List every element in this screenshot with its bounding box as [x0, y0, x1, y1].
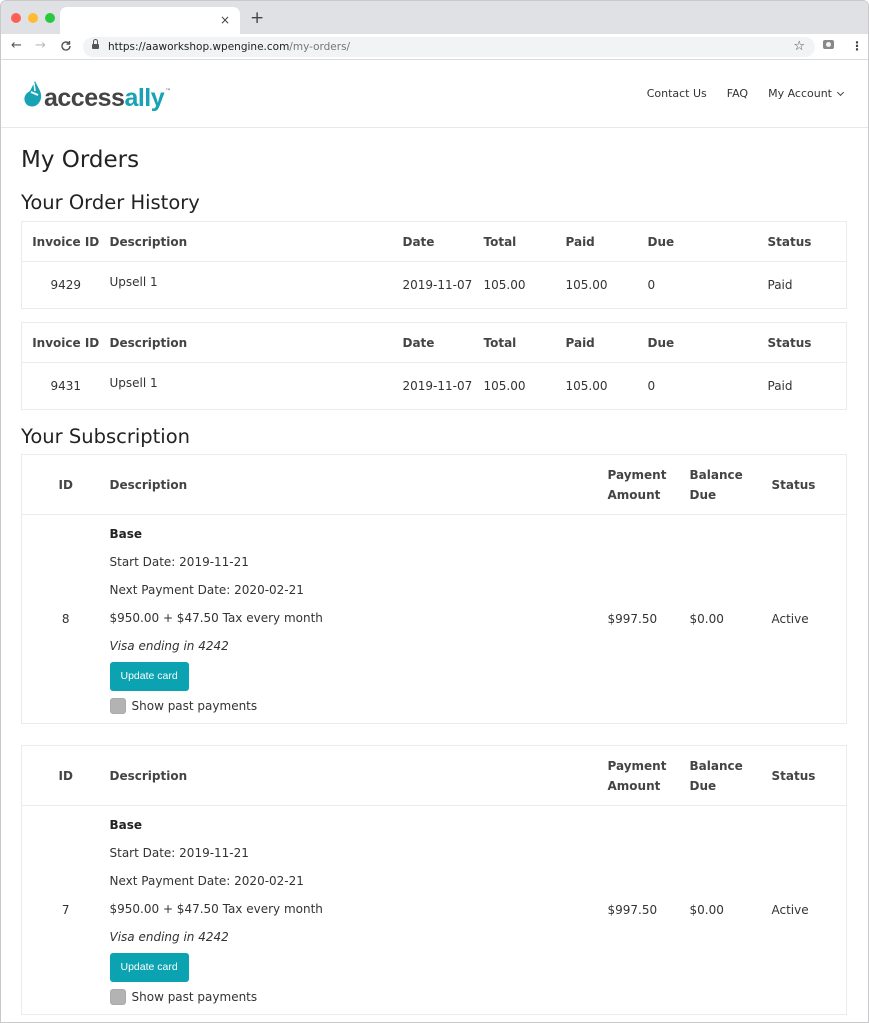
col-description: Description [109, 477, 188, 492]
paid: 105.00 [565, 278, 608, 292]
browser-menu-icon[interactable]: ⋮ [851, 39, 863, 53]
col-payment-line1: Payment [607, 467, 667, 482]
table-row [22, 262, 847, 309]
url-path: /my-orders/ [289, 41, 351, 53]
past-payments-checkbox[interactable] [110, 989, 126, 1005]
invoice-id: 9429 [50, 278, 82, 292]
order-table [21, 322, 847, 410]
col-balance-line2: Due [689, 487, 717, 502]
close-tab-icon[interactable]: × [219, 13, 231, 27]
subscription-details [110, 806, 608, 1015]
status: Active [771, 612, 809, 626]
trademark: ™ [165, 88, 172, 95]
logo-text-access: access [44, 84, 125, 112]
show-past-payments-toggle[interactable] [110, 989, 608, 1005]
nav-contact-us[interactable]: Contact Us [646, 87, 707, 100]
table-header-row [22, 455, 847, 515]
next-payment-date: Next Payment Date: 2020-02-21 [109, 874, 304, 888]
url-text [108, 40, 350, 54]
card-info: Visa ending in 4242 [109, 639, 229, 653]
new-tab-button[interactable]: + [250, 8, 265, 28]
col-payment-line2: Amount [607, 778, 661, 793]
col-total: Total [483, 234, 517, 249]
col-payment-line2: Amount [607, 487, 661, 502]
order-history-heading: Your Order History [21, 191, 200, 214]
update-card-button[interactable]: Update card [110, 662, 189, 691]
col-paid: Paid [565, 335, 595, 350]
camera-icon[interactable] [823, 40, 834, 49]
close-window-button[interactable] [11, 13, 21, 23]
chevron-down-icon [837, 89, 844, 96]
logo-text-ally: ally [124, 84, 165, 112]
subscription-id: 7 [61, 903, 70, 917]
subscription-details [110, 515, 608, 724]
past-payments-label: Show past payments [131, 990, 258, 1004]
bookmark-star-icon[interactable]: ☆ [793, 39, 805, 54]
status: Paid [767, 278, 793, 292]
col-status: Status [771, 768, 816, 783]
subscription-id: 8 [61, 612, 70, 626]
date: 2019-11-07 [402, 379, 473, 393]
table-row [22, 363, 847, 410]
col-due: Due [647, 234, 675, 249]
total: 105.00 [483, 379, 526, 393]
table-header-row [22, 746, 847, 806]
col-invoice-id: Invoice ID [32, 234, 100, 249]
start-date: Start Date: 2019-11-21 [109, 555, 249, 569]
col-date: Date [402, 335, 435, 350]
billing-amount: $950.00 + $47.50 Tax every month [109, 902, 323, 916]
update-card-button[interactable]: Update card [110, 953, 189, 982]
start-date: Start Date: 2019-11-21 [109, 846, 249, 860]
col-date: Date [402, 234, 435, 249]
col-id: ID [58, 768, 73, 783]
col-due: Due [647, 335, 675, 350]
col-payment-amount [608, 455, 690, 515]
date: 2019-11-07 [402, 278, 473, 292]
window-controls [11, 13, 55, 23]
payment-amount: $997.50 [607, 903, 658, 917]
show-past-payments-toggle[interactable] [110, 698, 608, 714]
page-title: My Orders [21, 147, 140, 173]
forward-arrow-icon[interactable]: → [35, 38, 46, 53]
payment-amount: $997.50 [607, 612, 658, 626]
col-balance-line1: Balance [689, 758, 743, 773]
col-description: Description [109, 335, 188, 350]
col-status: Status [771, 477, 816, 492]
invoice-id: 9431 [50, 379, 82, 393]
col-balance-line2: Due [689, 778, 717, 793]
nav-my-account-label: My Account [768, 87, 832, 100]
address-bar[interactable] [83, 37, 815, 57]
site-header [1, 61, 868, 128]
description: Upsell 1 [109, 275, 158, 289]
reload-icon[interactable] [60, 37, 72, 58]
card-info: Visa ending in 4242 [109, 930, 229, 944]
logo-wordmark [44, 84, 164, 112]
main-nav [627, 87, 843, 101]
browser-tab[interactable] [60, 7, 240, 34]
col-description: Description [109, 768, 188, 783]
url-host: https://aaworkshop.wpengine.com [108, 41, 290, 53]
subscription-table [21, 454, 847, 724]
past-payments-checkbox[interactable] [110, 698, 126, 714]
status: Active [771, 903, 809, 917]
description: Upsell 1 [109, 376, 158, 390]
table-row [22, 806, 847, 1015]
balance-due: $0.00 [689, 612, 724, 626]
due: 0 [647, 379, 656, 393]
browser-toolbar [1, 34, 868, 60]
billing-amount: $950.00 + $47.50 Tax every month [109, 611, 323, 625]
total: 105.00 [483, 278, 526, 292]
col-status: Status [767, 335, 812, 350]
plan-name: Base [109, 818, 143, 832]
col-payment-amount [608, 746, 690, 806]
col-paid: Paid [565, 234, 595, 249]
col-status: Status [767, 234, 812, 249]
back-arrow-icon[interactable]: ← [11, 38, 22, 53]
accessally-logo[interactable] [23, 74, 171, 112]
order-table [21, 221, 847, 309]
col-balance-line1: Balance [689, 467, 743, 482]
col-total: Total [483, 335, 517, 350]
nav-my-account[interactable] [768, 87, 843, 101]
due: 0 [647, 278, 656, 292]
table-header-row [22, 323, 847, 363]
status: Paid [767, 379, 793, 393]
past-payments-label: Show past payments [131, 699, 258, 713]
table-header-row [22, 222, 847, 262]
balance-due: $0.00 [689, 903, 724, 917]
minimize-window-button[interactable] [28, 13, 38, 23]
logo-drop-icon [23, 79, 43, 112]
subscription-heading: Your Subscription [21, 425, 190, 448]
next-payment-date: Next Payment Date: 2020-02-21 [109, 583, 304, 597]
col-balance-due [690, 455, 772, 515]
nav-faq[interactable]: FAQ [726, 87, 749, 100]
col-id: ID [58, 477, 73, 492]
paid: 105.00 [565, 379, 608, 393]
col-invoice-id: Invoice ID [32, 335, 100, 350]
table-row [22, 515, 847, 724]
col-payment-line1: Payment [607, 758, 667, 773]
tab-bar [1, 1, 868, 34]
col-description: Description [109, 234, 188, 249]
subscription-table [21, 745, 847, 1015]
col-balance-due [690, 746, 772, 806]
maximize-window-button[interactable] [45, 13, 55, 23]
lock-icon [92, 42, 99, 50]
plan-name: Base [109, 527, 143, 541]
